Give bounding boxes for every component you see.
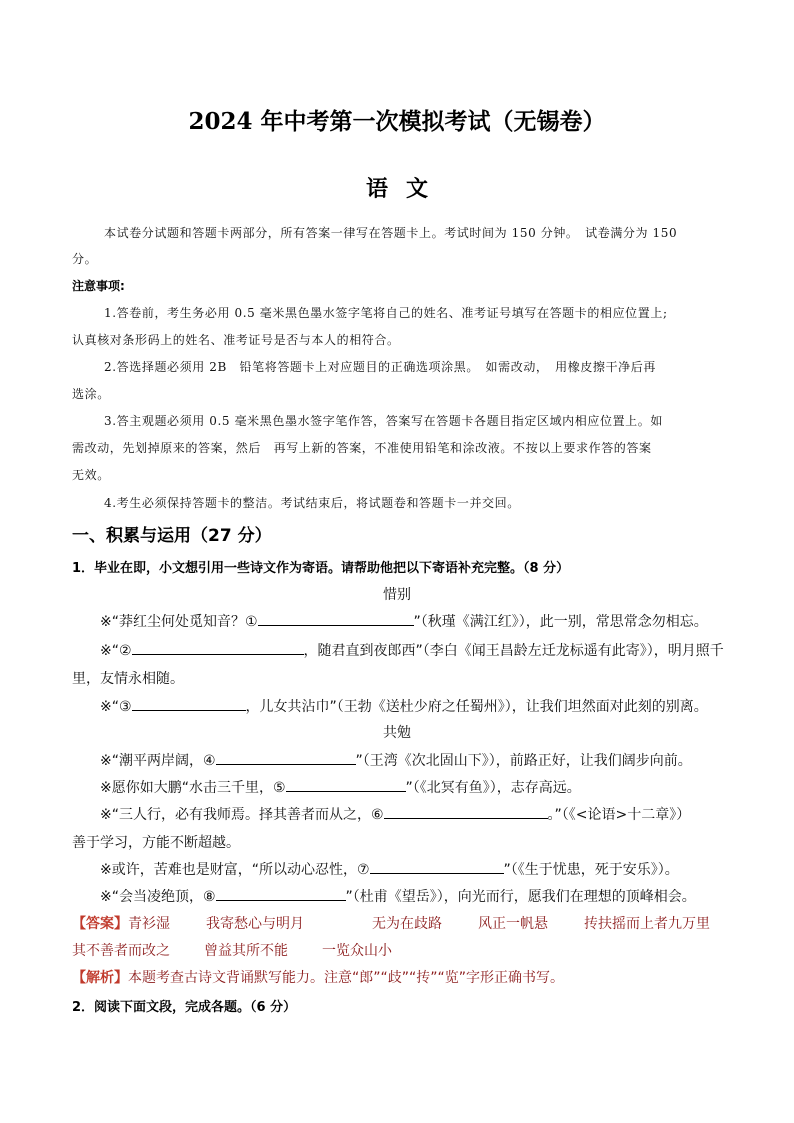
- answer-item: 曾益其所不能: [204, 943, 288, 959]
- answer-item: 风正一帆悬: [478, 916, 548, 932]
- answer-item: 我寄愁心与明月: [206, 916, 304, 932]
- notice-item-2-cont: 选涂。: [72, 387, 110, 401]
- poem-line-4: ※“潮平两岸阔，④ ”（王湾《次北固山下》），前路正好，让我们阔步向前。: [100, 750, 692, 770]
- notice-item-2: 2.答选择题必须用 2B 铅笔将答题卡上对应题目的正确选项涂黑。 如需改动， 用橡皮擦干净后再: [104, 360, 656, 374]
- notice-item-1: 1.答卷前，考生务必用 0.5 毫米黑色墨水签字笔将自己的姓名、准考证号填写在答题卡的相应位置上;: [104, 306, 668, 320]
- subject-title: 语文: [365, 176, 446, 202]
- answer-line-1: [72, 913, 170, 933]
- analysis-text: 本题考查古诗文背诵默写能力。注意“郎”“歧”“抟”“览”字形正确书写。: [128, 970, 565, 986]
- poem-line-7: ※或许，苦难也是财富，“所以动心忍性，⑦ ”（《生于忧患，死于安乐》）。: [100, 859, 679, 879]
- blank-8[interactable]: [216, 886, 346, 901]
- blank-5[interactable]: [286, 777, 406, 792]
- poem-line-2-cont: 里，友情永相随。: [72, 671, 184, 687]
- poem-line-6-cont: 善于学习，方能不断超越。: [72, 835, 240, 851]
- intro-line: 本试卷分试题和答题卡两部分，所有答案一律写在答题卡上。考试时间为 150 分钟。 试卷满分为 150: [104, 226, 678, 240]
- heading-farewell: 惜别: [383, 587, 411, 603]
- intro-line: 分。: [72, 252, 98, 266]
- answer-item: 其不善者而改之: [72, 943, 170, 959]
- poem-line-8: ※“会当凌绝顶，⑧ ”（杜甫《望岳》），向光而行，愿我们在理想的顶峰相会。: [100, 886, 696, 906]
- blank-2[interactable]: [132, 640, 304, 655]
- poem-line-6: ※“三人行，必有我师焉。择其善者而从之，⑥ 。”（《<论语>十二章》）: [100, 804, 690, 824]
- notice-item-3: 3.答主观题必须用 0.5 毫米黑色墨水签字笔作答，答案写在答题卡各题目指定区域内相应位置上。如: [104, 414, 663, 428]
- blank-4[interactable]: [216, 750, 356, 765]
- poem-line-2: ※“② ，随君直到夜郎西”（李白《闻王昌龄左迁龙标遥有此寄》），明月照千: [100, 640, 724, 660]
- answer-item: 无为在歧路: [372, 916, 442, 932]
- analysis-line: [72, 967, 564, 987]
- page-title: 2024 年中考第一次模拟考试（无锡卷）: [188, 108, 606, 135]
- notice-item-4: 4.考生必须保持答题卡的整洁。考试结束后，将试题卷和答题卡一并交回。: [104, 496, 520, 510]
- section-title: 一、积累与运用（27 分）: [72, 526, 272, 546]
- notice-item-1-cont: 认真核对条形码上的姓名、准考证号是否与本人的相符合。: [72, 333, 400, 347]
- answer-tag: 【答案】: [72, 916, 128, 932]
- answer-item: 青衫湿: [128, 916, 170, 932]
- poem-line-1: ※“莽红尘何处觅知音？① ”（秋瑾《满江红》），此一别，常思常念勿相忘。: [100, 611, 708, 631]
- question-2-prompt: 2．阅读下面文段，完成各题。（6 分）: [72, 1000, 297, 1015]
- poem-line-5: ※愿你如大鹏“水击三千里，⑤ ”（《北冥有鱼》），志存高远。: [100, 777, 581, 797]
- heading-encourage: 共勉: [383, 725, 411, 741]
- blank-6[interactable]: [384, 804, 548, 819]
- notice-item-3-cont: 无效。: [72, 468, 110, 482]
- notice-title: 注意事项:: [72, 279, 125, 293]
- blank-3[interactable]: [132, 696, 246, 711]
- blank-1[interactable]: [258, 611, 414, 626]
- question-1-prompt: 1．毕业在即，小文想引用一些诗文作为寄语。请帮助他把以下寄语补充完整。（8 分）: [72, 561, 570, 576]
- notice-item-3-cont: 需改动，先划掉原来的答案，然后 再写上新的答案，不准使用铅笔和涂改液。不按以上要求作答的答案: [72, 441, 652, 455]
- blank-7[interactable]: [370, 859, 504, 874]
- answer-item: 抟扶摇而上者九万里: [584, 916, 710, 932]
- answer-item: 一览众山小: [322, 943, 392, 959]
- poem-line-3: ※“③ ，儿女共沾巾”（王勃《送杜少府之任蜀州》），让我们坦然面对此刻的别离。: [100, 696, 708, 716]
- analysis-tag: 【解析】: [72, 970, 128, 986]
